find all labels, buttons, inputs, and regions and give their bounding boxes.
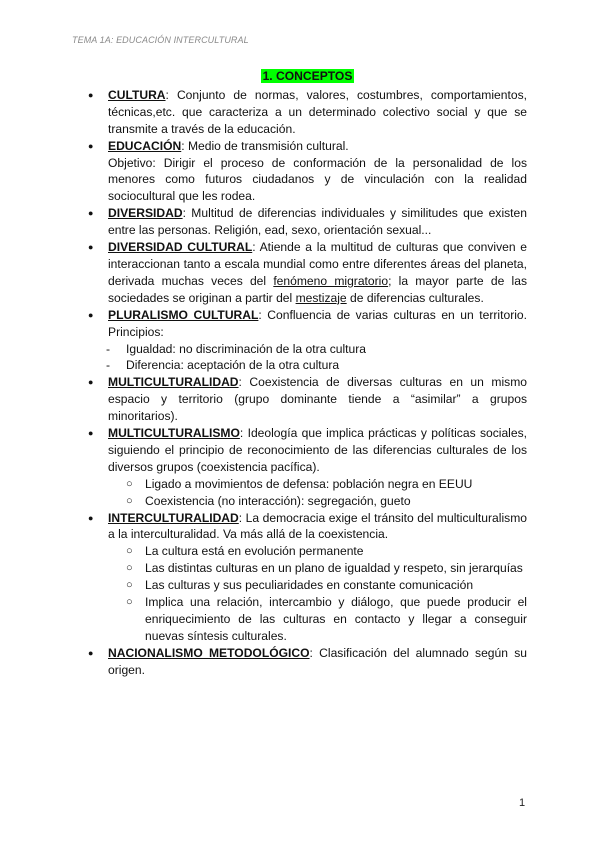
concept-term: DIVERSIDAD CULTURAL: [108, 240, 253, 255]
list-item: [88, 425, 527, 510]
sub-list: [88, 341, 527, 375]
concept-definition: : Atiende a la multitud de culturas que conviven e interaccionan tanto a escala mundial como entre diferentes áreas del planeta, derivada muchas veces del: [108, 240, 527, 288]
concept-list: [88, 87, 527, 679]
list-item-continuation: [88, 155, 527, 206]
concept-term: NACIONALISMO METODOLÓGICO: [108, 645, 310, 660]
page-number: 1: [519, 797, 526, 809]
sub-item: - Diferencia: aceptación de la otra cultura: [88, 357, 527, 374]
document-body: [88, 68, 527, 679]
concept-definition: : Ideología que implica prácticas y políticas sociales, siguiendo el principio de reconocimiento de las diferencias culturales de los diversos grupos (coexistencia pacífica).: [108, 426, 527, 474]
concept-extra: Objetivo: Dirigir el proceso de conformación de la personalidad de los menores como futuros ciudadanos y de vinculación con la realidad sociocultural que les rodea.: [108, 155, 527, 204]
concept-definition: : La democracia exige el tránsito del multiculturalismo a la interculturalidad. Va más allá de la coexistencia.: [108, 510, 527, 542]
list-item: [88, 645, 527, 679]
sub-item: ○ Las culturas y sus peculiaridades en constante comunicación: [108, 577, 527, 594]
sub-item: ○ Coexistencia (no interacción): segregación, gueto: [108, 493, 527, 510]
concept-term: PLURALISMO CULTURAL: [108, 307, 259, 322]
concept-definition: : Medio de transmisión cultural.: [181, 138, 349, 153]
concept-term: INTERCULTURALIDAD: [108, 510, 239, 525]
concept-definition: de diferencias culturales.: [346, 290, 484, 305]
list-item: [88, 510, 527, 645]
sub-item: - Igualdad: no discriminación de la otra cultura: [88, 341, 527, 358]
concept-term: MULTICULTURALIDAD: [108, 375, 239, 390]
section-heading-text: 1. CONCEPTOS: [262, 69, 353, 83]
concept-term: EDUCACIÓN: [108, 138, 182, 153]
sub-list: [108, 476, 527, 510]
list-item: [88, 87, 527, 138]
list-item: [88, 307, 527, 375]
page-header: TEMA 1A: EDUCACIÓN INTERCULTURAL: [72, 35, 249, 45]
list-item: [88, 374, 527, 425]
sub-item: ○ Implica una relación, intercambio y diálogo, que puede producir el enriquecimiento de las culturas en contacto y llegar a conseguir nuevas síntesis culturales.: [108, 594, 527, 645]
sub-item: ○ Las distintas culturas en un plano de igualdad y respeto, sin jerarquías: [108, 560, 527, 577]
concept-definition: : Clasificación del alumnado según su origen.: [108, 645, 527, 677]
sub-item: ○ Ligado a movimientos de defensa: población negra en EEUU: [108, 476, 527, 493]
concept-term: MULTICULTURALISMO: [108, 426, 240, 441]
underlined-term: mestizaje: [295, 290, 347, 305]
concept-term: CULTURA: [108, 87, 166, 102]
concept-definition: : Conjunto de normas, valores, costumbres, comportamientos, técnicas,etc. que caracteriza a un determinado colectivo social y que se transmite a través de la educación.: [108, 87, 527, 136]
concept-definition: : Coexistencia de diversas culturas en un mismo espacio y territorio (grupo dominante tiende a “asimilar” a grupos minoritarios).: [108, 375, 527, 424]
list-item: [88, 138, 527, 155]
sub-item: ○ La cultura está en evolución permanente: [108, 543, 527, 560]
concept-definition: : Confluencia de varias culturas en un territorio. Principios:: [108, 307, 527, 339]
concept-definition: : Multitud de diferencias individuales y similitudes que existen entre las personas. Religión, ead, sexo, orientación sexual...: [108, 206, 527, 238]
sub-list: [108, 543, 527, 644]
section-heading: [88, 68, 527, 85]
concept-term: DIVERSIDAD: [108, 206, 183, 221]
list-item: [88, 239, 527, 307]
underlined-term: fenómeno migratorio: [273, 273, 389, 288]
concept-definition: ; la mayor parte de las sociedades se originan a partir del: [108, 273, 527, 305]
list-item: [88, 205, 527, 239]
